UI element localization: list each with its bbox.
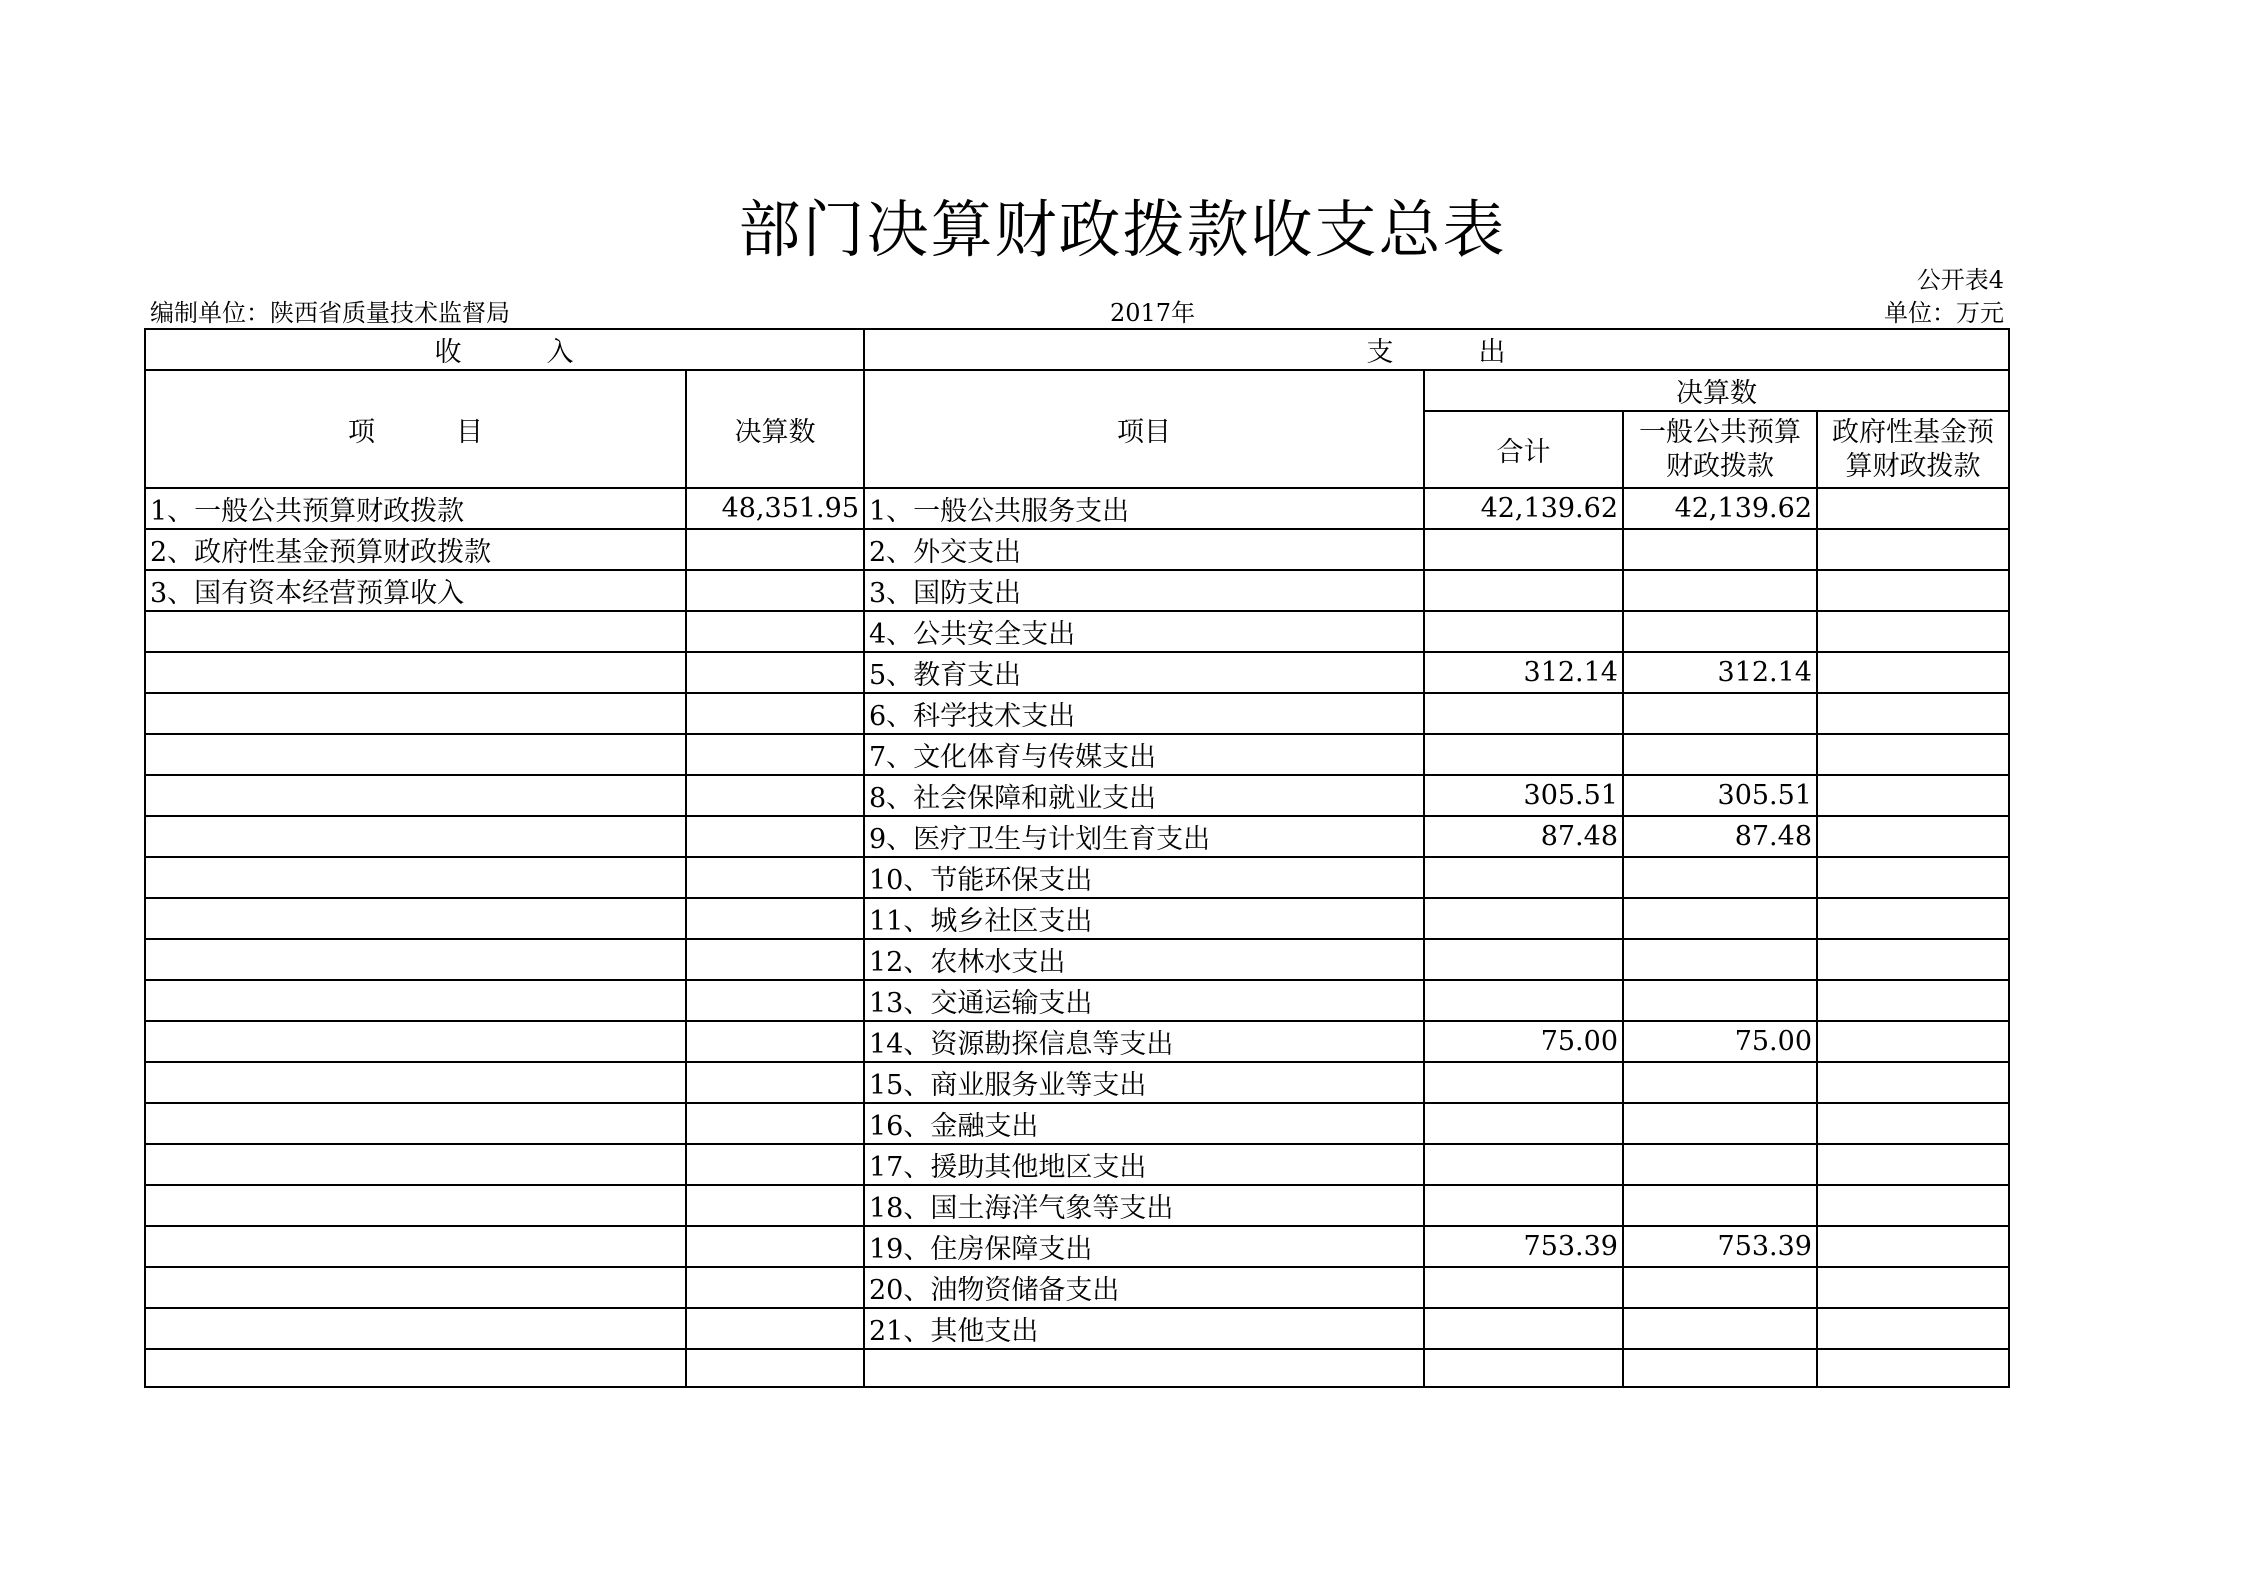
fund-budget-cell	[1817, 980, 2009, 1021]
table-row	[145, 980, 2009, 1021]
total-cell	[1424, 980, 1623, 1021]
general-budget-cell	[1623, 1103, 1817, 1144]
income-item-cell	[145, 1226, 686, 1267]
expense-header: 支 出	[864, 329, 2009, 370]
fund-budget-cell	[1817, 1349, 2009, 1387]
income-item-cell	[145, 1144, 686, 1185]
general-budget-cell	[1623, 980, 1817, 1021]
income-amount-cell	[686, 652, 864, 693]
income-amount-cell	[686, 980, 864, 1021]
expense-item-cell: 19、住房保障支出	[864, 1226, 1424, 1267]
general-budget-cell	[1623, 734, 1817, 775]
income-amount-cell	[686, 1021, 864, 1062]
income-amount-cell	[686, 939, 864, 980]
expense-item-cell: 10、节能环保支出	[864, 857, 1424, 898]
total-cell	[1424, 734, 1623, 775]
expense-item-cell: 6、科学技术支出	[864, 693, 1424, 734]
fund-budget-cell	[1817, 1267, 2009, 1308]
table-row	[145, 1103, 2009, 1144]
fund-budget-cell	[1817, 1144, 2009, 1185]
fund-budget-cell	[1817, 488, 2009, 529]
expense-item-cell: 3、国防支出	[864, 570, 1424, 611]
income-amount-cell	[686, 1062, 864, 1103]
fund-budget-cell	[1817, 1103, 2009, 1144]
income-amount-cell	[686, 1226, 864, 1267]
total-cell: 312.14	[1424, 652, 1623, 693]
fund-budget-cell	[1817, 1185, 2009, 1226]
income-amount-cell	[686, 775, 864, 816]
expense-item-cell	[864, 1349, 1424, 1387]
fund-budget-cell	[1817, 1021, 2009, 1062]
general-budget-cell	[1623, 1185, 1817, 1226]
total-cell	[1424, 857, 1623, 898]
income-item-cell	[145, 980, 686, 1021]
general-budget-cell	[1623, 570, 1817, 611]
income-header: 收 入	[145, 329, 864, 370]
form-number: 公开表4	[1916, 266, 2004, 294]
general-budget-cell	[1623, 1267, 1817, 1308]
total-cell	[1424, 570, 1623, 611]
general-budget-cell	[1623, 529, 1817, 570]
table-row	[145, 1021, 2009, 1062]
table-row	[145, 898, 2009, 939]
general-budget-cell: 75.00	[1623, 1021, 1817, 1062]
table-row	[145, 1185, 2009, 1226]
income-amount-cell	[686, 734, 864, 775]
income-item-cell	[145, 775, 686, 816]
income-item-cell	[145, 693, 686, 734]
table-row	[145, 857, 2009, 898]
income-item-cell	[145, 1308, 686, 1349]
general-budget-cell	[1623, 857, 1817, 898]
total-cell	[1424, 1103, 1623, 1144]
fund-budget-cell	[1817, 775, 2009, 816]
general-budget-cell: 42,139.62	[1623, 488, 1817, 529]
expense-item-cell: 16、金融支出	[864, 1103, 1424, 1144]
income-amount-cell	[686, 1349, 864, 1387]
fund-budget-cell	[1817, 857, 2009, 898]
general-budget-cell	[1623, 611, 1817, 652]
expense-item-cell: 13、交通运输支出	[864, 980, 1424, 1021]
total-cell	[1424, 611, 1623, 652]
expense-item-cell: 20、油物资储备支出	[864, 1267, 1424, 1308]
table-row	[145, 652, 2009, 693]
income-amount-cell	[686, 611, 864, 652]
fund-budget-cell	[1817, 652, 2009, 693]
fund-budget-cell	[1817, 816, 2009, 857]
income-amount-cell	[686, 1308, 864, 1349]
income-item-cell	[145, 1062, 686, 1103]
expense-item-cell: 9、医疗卫生与计划生育支出	[864, 816, 1424, 857]
general-budget-cell: 87.48	[1623, 816, 1817, 857]
table-row	[145, 775, 2009, 816]
expense-item-cell: 2、外交支出	[864, 529, 1424, 570]
expense-item-cell: 4、公共安全支出	[864, 611, 1424, 652]
table-row	[145, 1144, 2009, 1185]
total-cell: 87.48	[1424, 816, 1623, 857]
page-title: 部门决算财政拨款收支总表	[738, 193, 1507, 266]
expense-item-cell: 7、文化体育与传媒支出	[864, 734, 1424, 775]
table-row	[145, 693, 2009, 734]
total-cell	[1424, 1062, 1623, 1103]
income-item-cell: 3、国有资本经营预算收入	[145, 570, 686, 611]
income-amount-cell	[686, 693, 864, 734]
expense-item-cell: 18、国土海洋气象等支出	[864, 1185, 1424, 1226]
general-budget-cell	[1623, 1349, 1817, 1387]
income-amount-cell	[686, 1103, 864, 1144]
income-item-cell	[145, 611, 686, 652]
total-cell	[1424, 529, 1623, 570]
total-cell	[1424, 693, 1623, 734]
general-budget-cell	[1623, 898, 1817, 939]
income-item-cell	[145, 734, 686, 775]
income-item-cell	[145, 1185, 686, 1226]
budget-table	[144, 328, 2010, 1388]
general-budget-cell	[1623, 693, 1817, 734]
total-cell	[1424, 1267, 1623, 1308]
total-header: 合计	[1424, 411, 1623, 488]
income-amount-cell	[686, 529, 864, 570]
fund-budget-cell	[1817, 1062, 2009, 1103]
table-row	[145, 488, 2009, 529]
general-budget-cell: 305.51	[1623, 775, 1817, 816]
table-row	[145, 1062, 2009, 1103]
income-item-cell	[145, 1349, 686, 1387]
fund-budget-cell	[1817, 1226, 2009, 1267]
table-row	[145, 1226, 2009, 1267]
expense-item-cell: 21、其他支出	[864, 1308, 1424, 1349]
table-row	[145, 570, 2009, 611]
income-item-cell: 1、一般公共预算财政拨款	[145, 488, 686, 529]
income-item-cell	[145, 816, 686, 857]
table-row	[145, 1267, 2009, 1308]
table-row	[145, 1349, 2009, 1387]
fund-budget-cell	[1817, 570, 2009, 611]
general-budget-cell	[1623, 1308, 1817, 1349]
income-item-cell: 2、政府性基金预算财政拨款	[145, 529, 686, 570]
total-cell: 42,139.62	[1424, 488, 1623, 529]
fund-budget-cell	[1817, 693, 2009, 734]
fund-budget-cell	[1817, 611, 2009, 652]
expense-item-cell: 12、农林水支出	[864, 939, 1424, 980]
expense-amount-header: 决算数	[1424, 370, 2009, 411]
fund-budget-header: 政府性基金预算财政拨款	[1817, 411, 2009, 488]
general-budget-cell: 753.39	[1623, 1226, 1817, 1267]
table-row	[145, 611, 2009, 652]
expense-item-cell: 1、一般公共服务支出	[864, 488, 1424, 529]
total-cell: 75.00	[1424, 1021, 1623, 1062]
income-item-cell	[145, 939, 686, 980]
total-cell	[1424, 1144, 1623, 1185]
total-cell	[1424, 939, 1623, 980]
currency-unit: 单位：万元	[1884, 299, 2004, 327]
total-cell	[1424, 1308, 1623, 1349]
income-amount-cell	[686, 1267, 864, 1308]
table-row	[145, 529, 2009, 570]
table-row	[145, 734, 2009, 775]
income-amount-header: 决算数	[686, 370, 864, 488]
total-cell	[1424, 1349, 1623, 1387]
income-amount-cell	[686, 857, 864, 898]
fund-budget-cell	[1817, 939, 2009, 980]
income-amount-cell	[686, 898, 864, 939]
income-amount-cell	[686, 1144, 864, 1185]
income-item-cell	[145, 652, 686, 693]
total-cell	[1424, 1185, 1623, 1226]
general-budget-cell	[1623, 939, 1817, 980]
total-cell: 305.51	[1424, 775, 1623, 816]
expense-item-cell: 14、资源勘探信息等支出	[864, 1021, 1424, 1062]
income-item-cell	[145, 1021, 686, 1062]
total-cell	[1424, 898, 1623, 939]
expense-item-cell: 17、援助其他地区支出	[864, 1144, 1424, 1185]
fund-budget-cell	[1817, 529, 2009, 570]
general-budget-cell	[1623, 1062, 1817, 1103]
fund-budget-cell	[1817, 1308, 2009, 1349]
expense-item-cell: 11、城乡社区支出	[864, 898, 1424, 939]
income-amount-cell	[686, 570, 864, 611]
general-budget-cell	[1623, 1144, 1817, 1185]
general-budget-cell: 312.14	[1623, 652, 1817, 693]
report-year: 2017年	[1110, 299, 1196, 327]
table-row	[145, 1308, 2009, 1349]
income-amount-cell	[686, 816, 864, 857]
compiling-unit: 编制单位：陕西省质量技术监督局	[150, 299, 510, 327]
income-amount-cell	[686, 1185, 864, 1226]
fund-budget-cell	[1817, 898, 2009, 939]
general-budget-header: 一般公共预算财政拨款	[1623, 411, 1817, 488]
income-amount-cell: 48,351.95	[686, 488, 864, 529]
table-row	[145, 939, 2009, 980]
expense-item-header: 项目	[864, 370, 1424, 488]
total-cell: 753.39	[1424, 1226, 1623, 1267]
income-item-cell	[145, 857, 686, 898]
expense-item-cell: 15、商业服务业等支出	[864, 1062, 1424, 1103]
income-item-cell	[145, 1103, 686, 1144]
expense-item-cell: 5、教育支出	[864, 652, 1424, 693]
income-item-cell	[145, 898, 686, 939]
fund-budget-cell	[1817, 734, 2009, 775]
expense-item-cell: 8、社会保障和就业支出	[864, 775, 1424, 816]
income-item-header: 项 目	[145, 370, 686, 488]
table-row	[145, 816, 2009, 857]
income-item-cell	[145, 1267, 686, 1308]
